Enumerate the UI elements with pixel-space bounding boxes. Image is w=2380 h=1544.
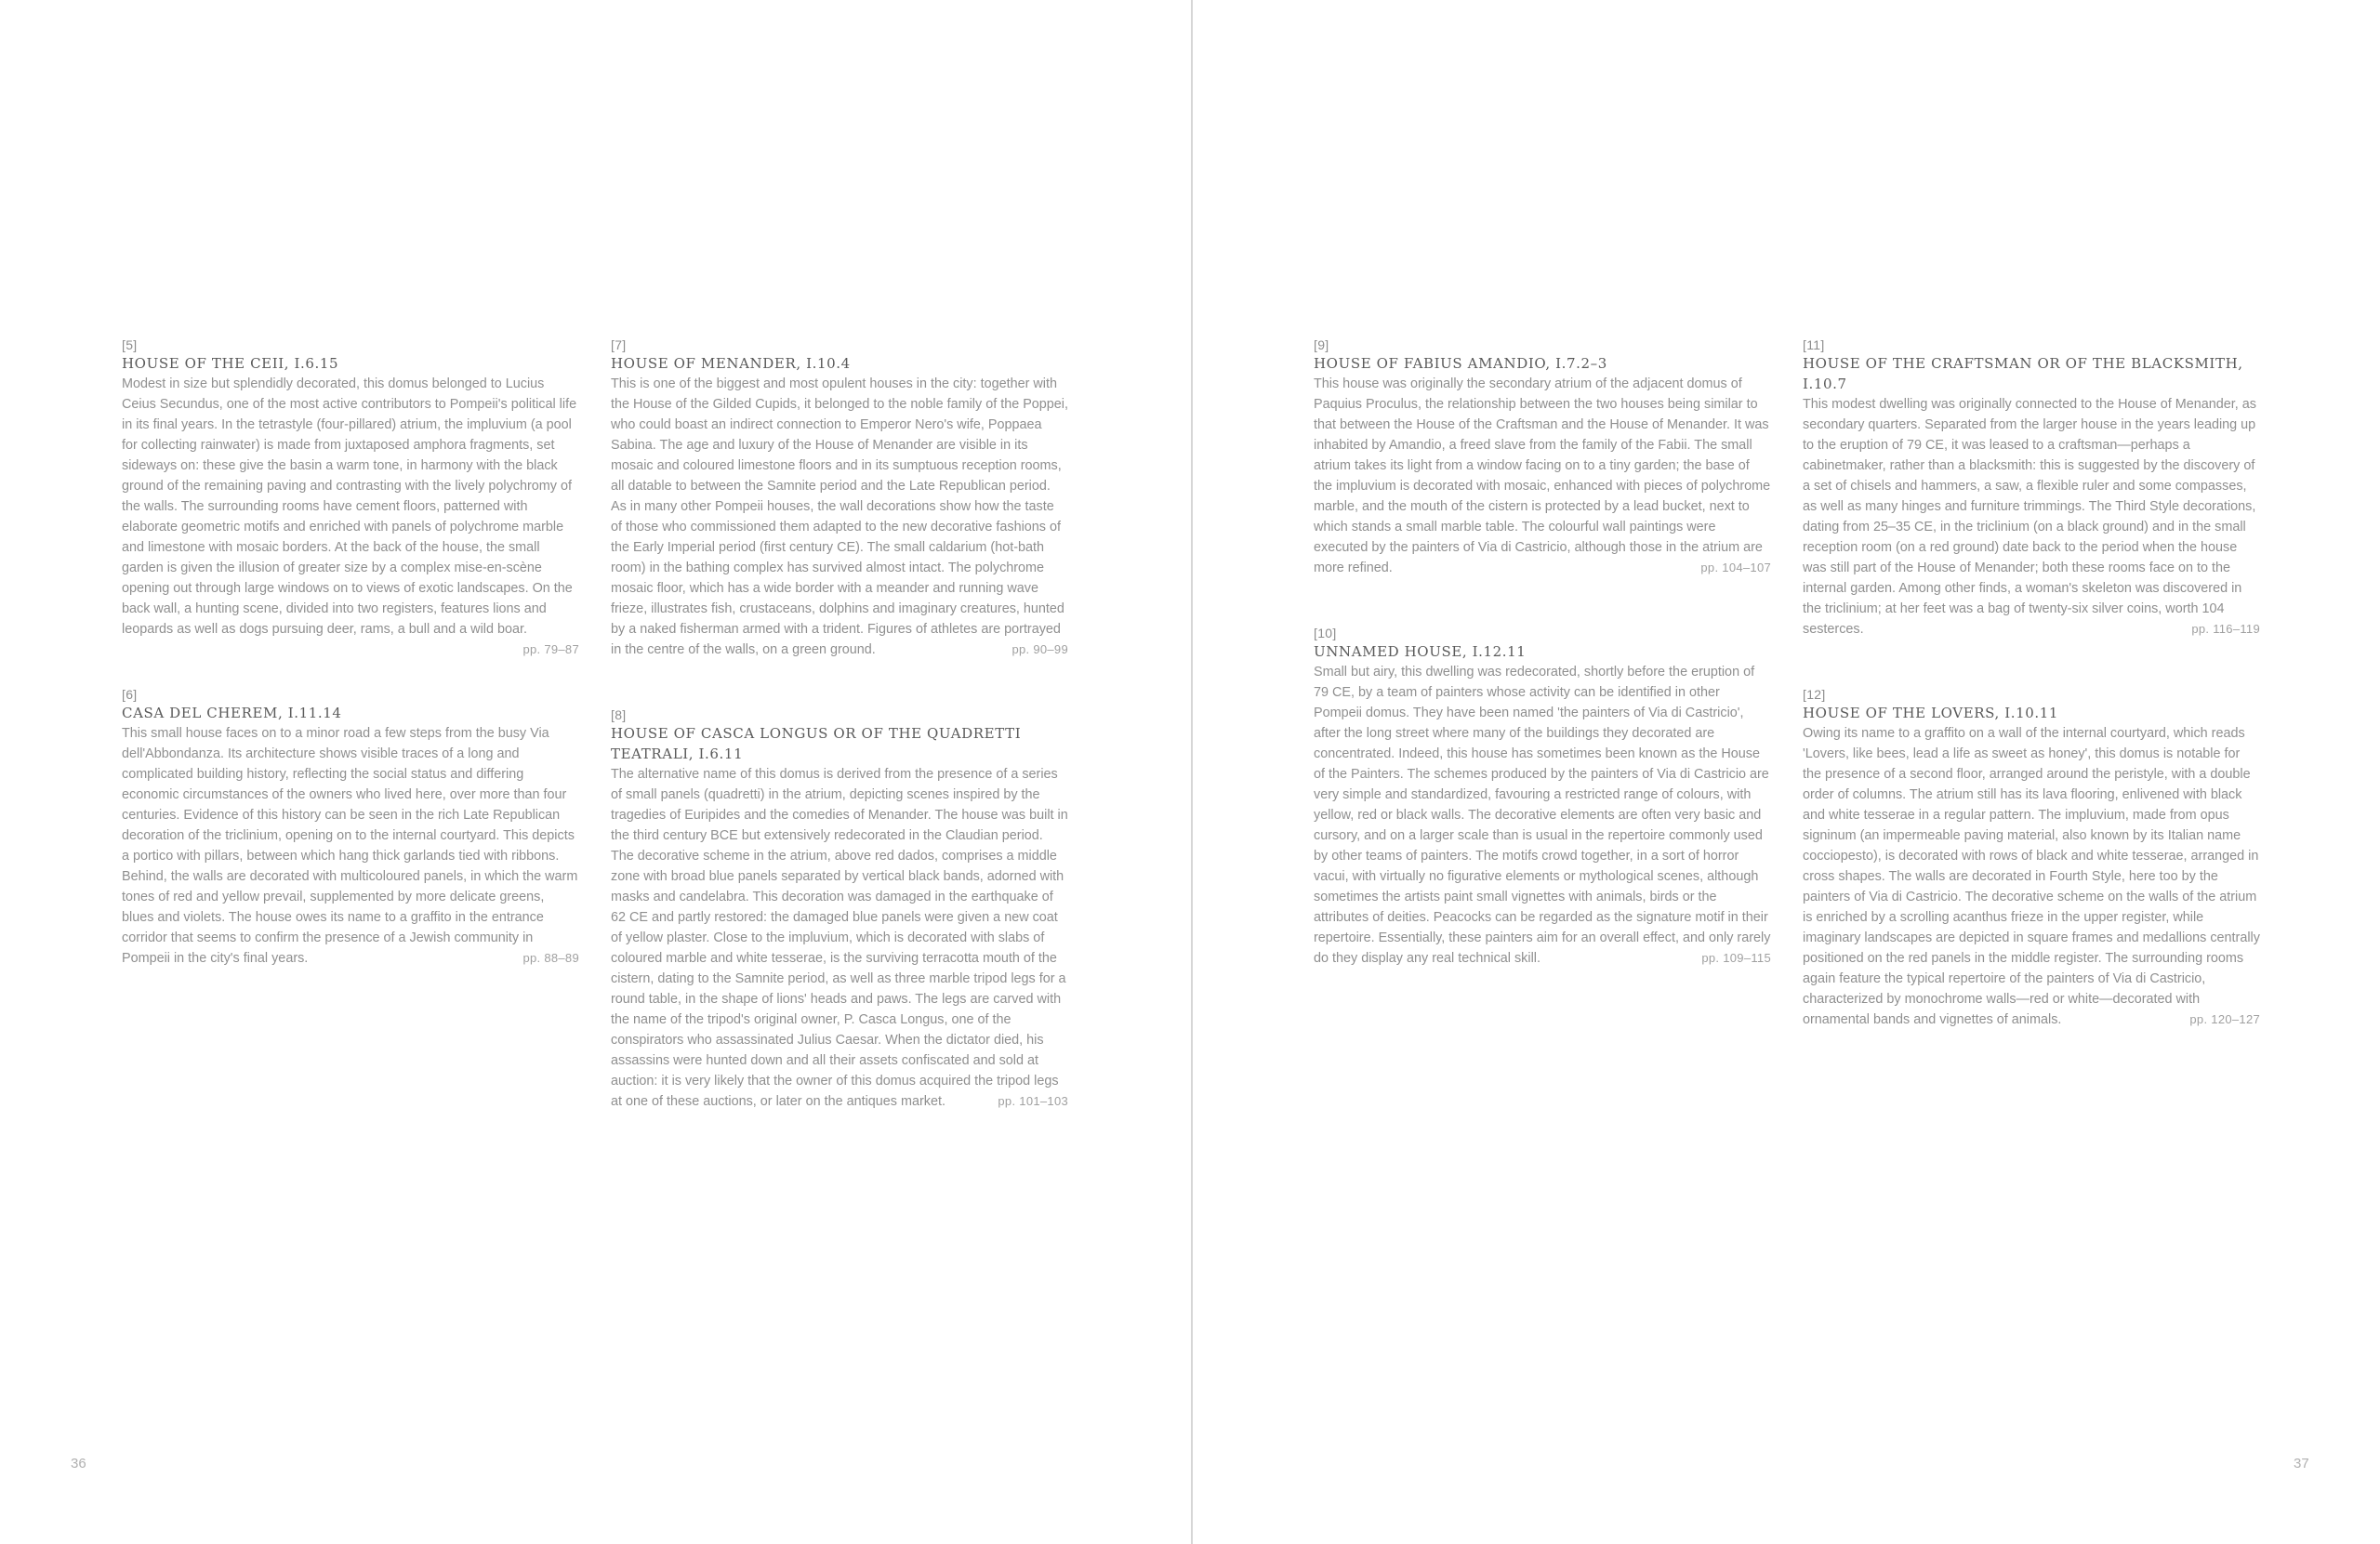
entry-number: [7] <box>611 337 627 352</box>
entry <box>1803 686 2260 1030</box>
entry-text <box>611 374 1068 660</box>
entry <box>1314 337 1771 578</box>
text-column-4 <box>1803 337 2260 1076</box>
entry <box>1803 337 2260 640</box>
entry-title: HOUSE OF THE CRAFTSMAN OR OF THE BLACKSMITH, I.10.7 <box>1803 355 2243 392</box>
page-number-right: 37 <box>2294 1456 2309 1471</box>
entry-title: HOUSE OF MENANDER, I.10.4 <box>611 355 851 372</box>
entry <box>611 706 1068 1112</box>
entry-title: HOUSE OF CASCA LONGUS OR OF THE QUADRETTI TEATRALI, I.6.11 <box>611 725 1022 762</box>
page-reference: pp. 104–107 <box>1700 561 1771 574</box>
page-reference: pp. 116–119 <box>2191 622 2260 636</box>
entry-body: Small but airy, this dwelling was redecorated, shortly before the eruption of 79 CE, by a team of painters whose activity can be identified in other Pompeii domus. They have been named 'the painters of Via di Castricio', after the long street where many of the buildings they decorated are concentrated. Indeed, this house has sometimes been known as the House of the Painters. The schemes produced by the painters of Via di Castricio are very simple and standardized, favouring a restricted range of colours, with yellow, red or black walls. The decorative elements are often very basic and cursory, and on a larger scale than is usual in the repertoire commonly used by other teams of painters. The motifs crowd together, in a sort of horror vacui, with virtually no figurative elements or mythological scenes, although sometimes the artists paint small vignettes with animals, birds or the attributes of deities. Peacocks can be regarded as the signature motif in their repertoire. Essentially, these painters aim for an overall effect, and only rarely do they display any real technical skill. <box>1314 665 1771 966</box>
entry-body: This small house faces on to a minor road a few steps from the busy Via dell'Abbondanza. Its architecture shows visible traces of a long and complicated building history, reflecting the social status and differing economic circumstances of the owners who lived here, over more than four centuries. Evidence of this history can be seen in the rich Late Republican decoration of the triclinium, opening on to the internal courtyard. This depicts a portico with pillars, between which hang thick garlands tied with ribbons. Behind, the walls are decorated with multicoloured panels, in which the warm tones of red and yellow prevail, supplemented by more delicate greens, blues and violets. The house owes its name to a graffito in the entrance corridor that seems to confirm the presence of a Jewish community in Pompeii in the city's final years. <box>122 726 578 966</box>
entry-text <box>1803 723 2260 1030</box>
entry-title: CASA DEL CHEREM, I.11.14 <box>122 705 342 721</box>
page-reference: pp. 109–115 <box>1701 951 1771 965</box>
entry-text <box>611 764 1068 1112</box>
entry-text <box>1803 394 2260 640</box>
page-gutter <box>1191 0 1193 1544</box>
entry-body: The alternative name of this domus is derived from the presence of a series of small panels (quadretti) in the atrium, depicting scenes inspired by the tragedies of Euripides and the comedies of Menander. The house was built in the third century BCE but extensively redecorated in the Claudian period. The decorative scheme in the atrium, above red dados, comprises a middle zone with broad blue panels separated by vertical black bands, adorned with masks and candelabra. This decoration was damaged in the earthquake of 62 CE and partly restored: the damaged blue panels were given a new coat of yellow plaster. Close to the impluvium, which is decorated with slabs of coloured marble and white tesserae, is the surviving terracotta mouth of the cistern, dating to the Samnite period, as well as three marble tripod legs for a round table, in the shape of lions' heads and paws. The legs are carved with the name of the tripod's original owner, P. Casca Longus, one of the conspirators who assassinated Julius Caesar. When the dictator died, his assassins were hunted down and all their assets confiscated and sold at auction: it is very likely that the owner of this domus acquired the tripod legs at one of these auctions, or later on the antiques market. <box>611 767 1068 1109</box>
entry-number: [10] <box>1314 626 1337 640</box>
entry <box>122 686 579 969</box>
entry-number: [11] <box>1803 337 1825 352</box>
entry-title: UNNAMED HOUSE, I.12.11 <box>1314 643 1527 660</box>
entry-body: Modest in size but splendidly decorated, this domus belonged to Lucius Ceius Secundus, one of the most active contributors to Pompeii's political life in its final years. In the tetrastyle (four-pillared) atrium, the impluvium (a pool for collecting rainwater) is made from juxtaposed amphora fragments, set sideways on: these give the basin a warm tone, in harmony with the black ground of the remaining paving and contrasting with the lively polychromy of the walls. The surrounding rooms have cement floors, patterned with elaborate geometric motifs and enriched with panels of polychrome marble and limestone with mosaic borders. At the back of the house, the small garden is given the illusion of greater size by a complex mise-en-scène opening out through large windows on to views of exotic landscapes. On the back wall, a hunting scene, divided into two registers, features lions and leopards as well as dogs pursuing deer, rams, a bull and a wild boar. <box>122 376 577 637</box>
entry-text <box>1314 662 1771 969</box>
page-reference: pp. 90–99 <box>1012 642 1068 656</box>
entry-text <box>122 374 579 656</box>
text-column-2 <box>611 337 1068 1158</box>
entry-number: [9] <box>1314 337 1329 352</box>
entry-number: [6] <box>122 687 138 702</box>
entry <box>122 337 579 656</box>
entry-title: HOUSE OF THE LOVERS, I.10.11 <box>1803 705 2059 721</box>
entry-text <box>122 723 579 969</box>
page-reference: pp. 101–103 <box>998 1094 1068 1108</box>
text-column-3 <box>1314 337 1771 1015</box>
entry-body: This house was originally the secondary atrium of the adjacent domus of Paquius Proculus, the relationship between the two houses being similar to that between the House of the Craftsman and the House of Menander. It was inhabited by Amandio, a freed slave from the family of the Fabii. The small atrium takes its light from a window facing on to a tiny garden; the base of the impluvium is decorated with mosaic, enhanced with pieces of polychrome marble, and the mouth of the cistern is protected by a lead bucket, next to which stands a small marble table. The colourful wall paintings were executed by the painters of Via di Castricio, although those in the atrium are more refined. <box>1314 376 1771 575</box>
entry-body: This is one of the biggest and most opulent houses in the city: together with the House of the Gilded Cupids, it belonged to the noble family of the Poppei, who could boast an indirect connection to Emperor Nero's wife, Poppaea Sabina. The age and luxury of the House of Menander are visible in its mosaic and coloured limestone floors and in its sumptuous reception rooms, all datable to between the Samnite period and the Late Republican period. As in many other Pompeii houses, the wall decorations show how the taste of those who commissioned them adapted to the new decorative fashions of the Early Imperial period (first century CE). The small caldarium (hot-bath room) in the bathing complex has survived almost intact. The polychrome mosaic floor, which has a wide border with a meander and running wave frieze, illustrates fish, crustaceans, dolphins and imaginary creatures, hunted by a naked fisherman armed with a trident. Figures of athletes are portrayed in the centre of the walls, on a green ground. <box>611 376 1069 657</box>
entry-number: [5] <box>122 337 138 352</box>
page-reference: pp. 120–127 <box>2189 1012 2260 1026</box>
entry-body: This modest dwelling was originally connected to the House of Menander, as secondary quarters. Separated from the larger house in the years leading up to the eruption of 79 CE, it was leased to a craftsman—perhaps a cabinetmaker, rather than a blacksmith: this is suggested by the discovery of a set of chisels and hammers, a saw, a flexible ruler and some compasses, as well as many hinges and furniture trimmings. The Third Style decorations, dating from 25–35 CE, in the triclinium (on a black ground) and in the small reception room (on a red ground) date back to the period when the house was still part of the House of Menander; both these rooms face on to the internal garden. Among other finds, a woman's skeleton was discovered in the triclinium; at her feet was a bag of twenty-six silver coins, worth 104 sesterces. <box>1803 397 2256 637</box>
page-reference: pp. 79–87 <box>522 642 579 656</box>
entry-title: HOUSE OF THE CEII, I.6.15 <box>122 355 339 372</box>
page-number-left: 36 <box>71 1456 86 1471</box>
text-column-1 <box>122 337 579 1015</box>
entry-text <box>1314 374 1771 578</box>
entry-title: HOUSE OF FABIUS AMANDIO, I.7.2–3 <box>1314 355 1607 372</box>
entry <box>1314 625 1771 969</box>
entry <box>611 337 1068 660</box>
entry-body: Owing its name to a graffito on a wall of the internal courtyard, which reads 'Lovers, like bees, lead a life as sweet as honey', this domus is notable for the presence of a second floor, arranged around the peristyle, with a double order of columns. The atrium still has its lava flooring, enlivened with black and white tesserae in a regular pattern. The impluvium, made from opus signinum (an impermeable paving material, also known by its Italian name cocciopesto), is decorated with rows of black and white tesserae, arranged in cross shapes. The walls are decorated in Fourth Style, here too by the painters of Via di Castricio. The decorative scheme on the walls of the atrium is enriched by a scrolling acanthus frieze in the upper register, while imaginary landscapes are depicted in square frames and medallions centrally positioned on the red panels in the middle register. The surrounding rooms again feature the typical repertoire of the painters of Via di Castricio, characterized by monochrome walls—red or white—decorated with ornamental bands and vignettes of animals. <box>1803 726 2260 1027</box>
page-reference: pp. 88–89 <box>522 951 579 965</box>
entry-number: [8] <box>611 707 627 722</box>
entry-number: [12] <box>1803 687 1826 702</box>
